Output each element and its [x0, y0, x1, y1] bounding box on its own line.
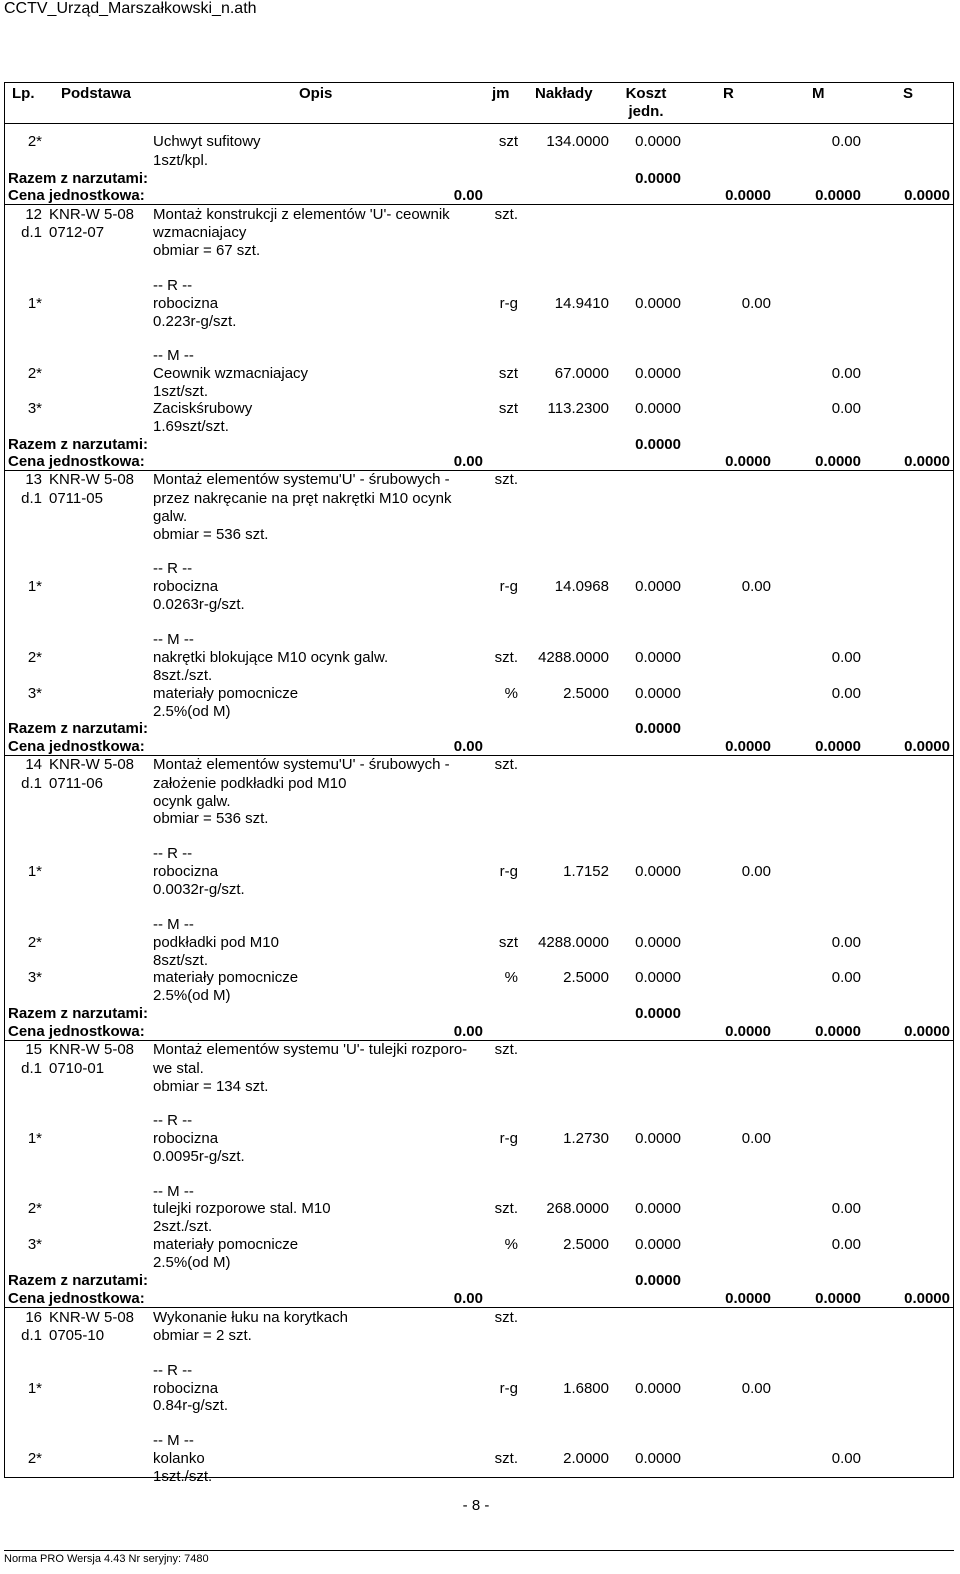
lp-cell: 1* [27, 1130, 42, 1147]
opis-cell: przez nakręcanie na pręt nakrętki M10 ocynk [153, 490, 452, 507]
podstawa-cell: 0711-05 [49, 490, 103, 507]
cena-label: Cena jednostkowa: [8, 1290, 145, 1307]
lp-cell: 1* [27, 295, 42, 312]
opis-cell: -- M -- [153, 1432, 194, 1449]
col-header-m: M [812, 85, 825, 102]
opis-cell: ocynk galw. [153, 793, 231, 810]
koszt-jedn-cell: 0.0000 [635, 1236, 681, 1253]
cena-value: 0.00 [453, 738, 483, 755]
naklady-cell: 113.2300 [547, 400, 609, 417]
opis-cell: 0.0263r-g/szt. [153, 596, 245, 613]
naklady-cell: 2.0000 [563, 1450, 609, 1467]
m-cell: 0.00 [831, 685, 861, 702]
opis-cell: galw. [153, 508, 188, 525]
s-cell: 0.0000 [904, 187, 950, 204]
podstawa-cell: KNR-W 5-08 [49, 1309, 135, 1326]
lp-cell: 2* [27, 1450, 42, 1467]
opis-cell: Uchwyt sufitowy [153, 133, 261, 150]
jm-cell: szt. [494, 1200, 518, 1217]
koszt-jedn-cell: 0.0000 [635, 934, 681, 951]
r-cell: 0.0000 [725, 453, 771, 470]
col-header-naklady: Nakłady [535, 85, 593, 102]
podstawa-cell: KNR-W 5-08 [49, 756, 135, 773]
razem-label: Razem z narzutami: [8, 720, 149, 737]
m-cell: 0.00 [831, 969, 861, 986]
opis-cell: 8szt/szt. [153, 952, 209, 969]
position-separator [4, 204, 954, 205]
koszt-jedn-cell: 0.0000 [635, 400, 681, 417]
opis-cell: -- R -- [153, 1112, 193, 1129]
razem-value: 0.0000 [635, 436, 681, 453]
lp-cell: 3* [27, 400, 42, 417]
jm-cell: % [504, 969, 518, 986]
opis-cell: Zaciskśrubowy [153, 400, 253, 417]
cena-label: Cena jednostkowa: [8, 453, 145, 470]
opis-cell: Montaż elementów systemu'U' - śrubowych - [153, 756, 450, 773]
cena-value: 0.00 [453, 187, 483, 204]
cena-value: 0.00 [453, 453, 483, 470]
position-separator [4, 1307, 954, 1308]
jm-cell: szt. [494, 756, 518, 773]
lp-cell: 2* [27, 133, 42, 150]
col-header-koszt: Koszt [625, 85, 667, 102]
m-cell: 0.00 [831, 1450, 861, 1467]
s-cell: 0.0000 [904, 1290, 950, 1307]
jm-cell: szt. [494, 649, 518, 666]
footer-rule [4, 1550, 954, 1551]
s-cell: 0.0000 [904, 1023, 950, 1040]
opis-cell: -- R -- [153, 277, 193, 294]
opis-cell: robocizna [153, 1130, 219, 1147]
razem-label: Razem z narzutami: [8, 436, 149, 453]
header-top-rule [4, 82, 954, 83]
podstawa-cell: KNR-W 5-08 [49, 471, 135, 488]
page-number: - 8 - [462, 1497, 490, 1514]
opis-cell: obmiar = 536 szt. [153, 526, 269, 543]
jm-cell: % [504, 685, 518, 702]
opis-cell: obmiar = 67 szt. [153, 242, 261, 259]
lp-cell: 12 [25, 206, 42, 223]
col-header-lp: Lp. [12, 85, 35, 102]
koszt-jedn-cell: 0.0000 [635, 1200, 681, 1217]
naklady-cell: 14.9410 [554, 295, 609, 312]
opis-cell: Wykonanie łuku na korytkach [153, 1309, 348, 1326]
jm-cell: r-g [499, 1130, 518, 1147]
opis-cell: 8szt./szt. [153, 667, 213, 684]
m-cell: 0.0000 [815, 738, 861, 755]
razem-value: 0.0000 [635, 720, 681, 737]
opis-cell: robocizna [153, 578, 219, 595]
m-cell: 0.00 [831, 365, 861, 382]
r-cell: 0.00 [741, 1380, 771, 1397]
razem-label: Razem z narzutami: [8, 170, 149, 187]
koszt-jedn-cell: 0.0000 [635, 685, 681, 702]
opis-cell: obmiar = 536 szt. [153, 810, 269, 827]
opis-cell: materiały pomocnicze [153, 1236, 299, 1253]
jm-cell: r-g [499, 578, 518, 595]
razem-value: 0.0000 [635, 1272, 681, 1289]
razem-value: 0.0000 [635, 1005, 681, 1022]
lp-cell: 15 [25, 1041, 42, 1058]
opis-cell: 2szt./szt. [153, 1218, 213, 1235]
lp-cell: 3* [27, 1236, 42, 1253]
koszt-jedn-cell: 0.0000 [635, 295, 681, 312]
table-right-border [953, 82, 954, 1478]
koszt-jedn-cell: 0.0000 [635, 863, 681, 880]
lp-cell: 14 [25, 756, 42, 773]
opis-cell: Montaż elementów systemu 'U'- tulejki rozporo- [153, 1041, 468, 1058]
s-cell: 0.0000 [904, 453, 950, 470]
opis-cell: 1szt/kpl. [153, 152, 209, 169]
r-cell: 0.00 [741, 1130, 771, 1147]
naklady-cell: 4288.0000 [538, 934, 609, 951]
cena-value: 0.00 [453, 1023, 483, 1040]
m-cell: 0.00 [831, 934, 861, 951]
r-cell: 0.00 [741, 295, 771, 312]
lp-cell: d.1 [21, 1327, 42, 1344]
naklady-cell: 268.0000 [546, 1200, 609, 1217]
opis-cell: kolanko [153, 1450, 205, 1467]
koszt-jedn-cell: 0.0000 [635, 1450, 681, 1467]
lp-cell: 16 [25, 1309, 42, 1326]
m-cell: 0.0000 [815, 453, 861, 470]
cena-value: 0.00 [453, 1290, 483, 1307]
opis-cell: -- M -- [153, 1183, 194, 1200]
opis-cell: założenie podkładki pod M10 [153, 775, 347, 792]
m-cell: 0.00 [831, 649, 861, 666]
jm-cell: szt [498, 934, 518, 951]
opis-cell: nakrętki blokujące M10 ocynk galw. [153, 649, 389, 666]
lp-cell: 1* [27, 578, 42, 595]
naklady-cell: 2.5000 [563, 969, 609, 986]
col-header-koszt-jedn: jedn. [628, 103, 664, 120]
podstawa-cell: 0705-10 [49, 1327, 105, 1344]
opis-cell: robocizna [153, 1380, 219, 1397]
opis-cell: robocizna [153, 863, 219, 880]
jm-cell: szt [498, 365, 518, 382]
razem-label: Razem z narzutami: [8, 1272, 149, 1289]
r-cell: 0.0000 [725, 738, 771, 755]
lp-cell: 1* [27, 863, 42, 880]
koszt-jedn-cell: 0.0000 [635, 133, 681, 150]
opis-cell: -- R -- [153, 845, 193, 862]
naklady-cell: 134.0000 [546, 133, 609, 150]
lp-cell: d.1 [21, 1060, 42, 1077]
r-cell: 0.00 [741, 863, 771, 880]
m-cell: 0.0000 [815, 1023, 861, 1040]
lp-cell: d.1 [21, 775, 42, 792]
r-cell: 0.0000 [725, 1290, 771, 1307]
naklady-cell: 1.7152 [563, 863, 609, 880]
jm-cell: szt. [494, 1450, 518, 1467]
podstawa-cell: 0711-06 [49, 775, 103, 792]
opis-cell: materiały pomocnicze [153, 969, 299, 986]
naklady-cell: 1.2730 [563, 1130, 609, 1147]
naklady-cell: 2.5000 [563, 1236, 609, 1253]
cena-label: Cena jednostkowa: [8, 1023, 145, 1040]
r-cell: 0.0000 [725, 1023, 771, 1040]
opis-cell: 1szt/szt. [153, 383, 209, 400]
col-header-s: S [903, 85, 914, 102]
jm-cell: szt. [494, 206, 518, 223]
m-cell: 0.0000 [815, 187, 861, 204]
opis-cell: 2.5%(od M) [153, 703, 231, 720]
opis-cell: obmiar = 2 szt. [153, 1327, 252, 1344]
razem-value: 0.0000 [635, 170, 681, 187]
jm-cell: szt. [494, 471, 518, 488]
document-title: CCTV_Urząd_Marszałkowski_n.ath [4, 0, 257, 17]
jm-cell: szt [498, 400, 518, 417]
opis-cell: obmiar = 134 szt. [153, 1078, 269, 1095]
jm-cell: r-g [499, 295, 518, 312]
col-header-jm: jm [492, 85, 510, 102]
opis-cell: -- M -- [153, 347, 194, 364]
lp-cell: 1* [27, 1380, 42, 1397]
jm-cell: szt. [494, 1309, 518, 1326]
col-header-opis: Opis [299, 85, 333, 102]
m-cell: 0.00 [831, 1200, 861, 1217]
opis-cell: 0.0032r-g/szt. [153, 881, 245, 898]
podstawa-cell: KNR-W 5-08 [49, 206, 135, 223]
opis-cell: 0.223r-g/szt. [153, 313, 237, 330]
opis-cell: 0.0095r-g/szt. [153, 1148, 245, 1165]
table-left-border [4, 82, 5, 1478]
opis-cell: 0.84r-g/szt. [153, 1397, 229, 1414]
cena-label: Cena jednostkowa: [8, 187, 145, 204]
jm-cell: szt [498, 133, 518, 150]
m-cell: 0.00 [831, 400, 861, 417]
koszt-jedn-cell: 0.0000 [635, 1380, 681, 1397]
naklady-cell: 67.0000 [554, 365, 609, 382]
jm-cell: r-g [499, 1380, 518, 1397]
koszt-jedn-cell: 0.0000 [635, 365, 681, 382]
m-cell: 0.00 [831, 133, 861, 150]
koszt-jedn-cell: 0.0000 [635, 649, 681, 666]
opis-cell: Montaż konstrukcji z elementów 'U'- ceownik [153, 206, 450, 223]
m-cell: 0.00 [831, 1236, 861, 1253]
opis-cell: 1.69szt/szt. [153, 418, 229, 435]
lp-cell: 2* [27, 365, 42, 382]
col-header-r: R [723, 85, 734, 102]
cena-label: Cena jednostkowa: [8, 738, 145, 755]
opis-cell: materiały pomocnicze [153, 685, 299, 702]
koszt-jedn-cell: 0.0000 [635, 1130, 681, 1147]
lp-cell: d.1 [21, 490, 42, 507]
col-header-podstawa: Podstawa [61, 85, 132, 102]
opis-cell: we stal. [153, 1060, 204, 1077]
header-bottom-rule [4, 123, 954, 124]
naklady-cell: 1.6800 [563, 1380, 609, 1397]
opis-cell: wzmacniajacy [153, 224, 247, 241]
opis-cell: robocizna [153, 295, 219, 312]
opis-cell: -- R -- [153, 560, 193, 577]
podstawa-cell: KNR-W 5-08 [49, 1041, 135, 1058]
opis-cell: Montaż elementów systemu'U' - śrubowych - [153, 471, 450, 488]
naklady-cell: 14.0968 [554, 578, 609, 595]
m-cell: 0.0000 [815, 1290, 861, 1307]
opis-cell: tulejki rozporowe stal. M10 [153, 1200, 331, 1217]
s-cell: 0.0000 [904, 738, 950, 755]
lp-cell: 3* [27, 685, 42, 702]
footer-text: Norma PRO Wersja 4.43 Nr seryjny: 7480 [4, 1553, 209, 1565]
naklady-cell: 4288.0000 [538, 649, 609, 666]
lp-cell: 2* [27, 1200, 42, 1217]
opis-cell: 2.5%(od M) [153, 987, 231, 1004]
jm-cell: szt. [494, 1041, 518, 1058]
opis-cell: -- M -- [153, 631, 194, 648]
podstawa-cell: 0712-07 [49, 224, 105, 241]
jm-cell: % [504, 1236, 518, 1253]
lp-cell: 13 [25, 471, 42, 488]
opis-cell: 2.5%(od M) [153, 1254, 231, 1271]
podstawa-cell: 0710-01 [49, 1060, 105, 1077]
r-cell: 0.0000 [725, 187, 771, 204]
koszt-jedn-cell: 0.0000 [635, 969, 681, 986]
lp-cell: d.1 [21, 224, 42, 241]
lp-cell: 2* [27, 934, 42, 951]
lp-cell: 2* [27, 649, 42, 666]
naklady-cell: 2.5000 [563, 685, 609, 702]
koszt-jedn-cell: 0.0000 [635, 578, 681, 595]
r-cell: 0.00 [741, 578, 771, 595]
opis-cell: podkładki pod M10 [153, 934, 279, 951]
razem-label: Razem z narzutami: [8, 1005, 149, 1022]
lp-cell: 3* [27, 969, 42, 986]
jm-cell: r-g [499, 863, 518, 880]
opis-cell: 1szt./szt. [153, 1468, 213, 1485]
opis-cell: -- M -- [153, 916, 194, 933]
opis-cell: -- R -- [153, 1362, 193, 1379]
opis-cell: Ceownik wzmacniajacy [153, 365, 309, 382]
